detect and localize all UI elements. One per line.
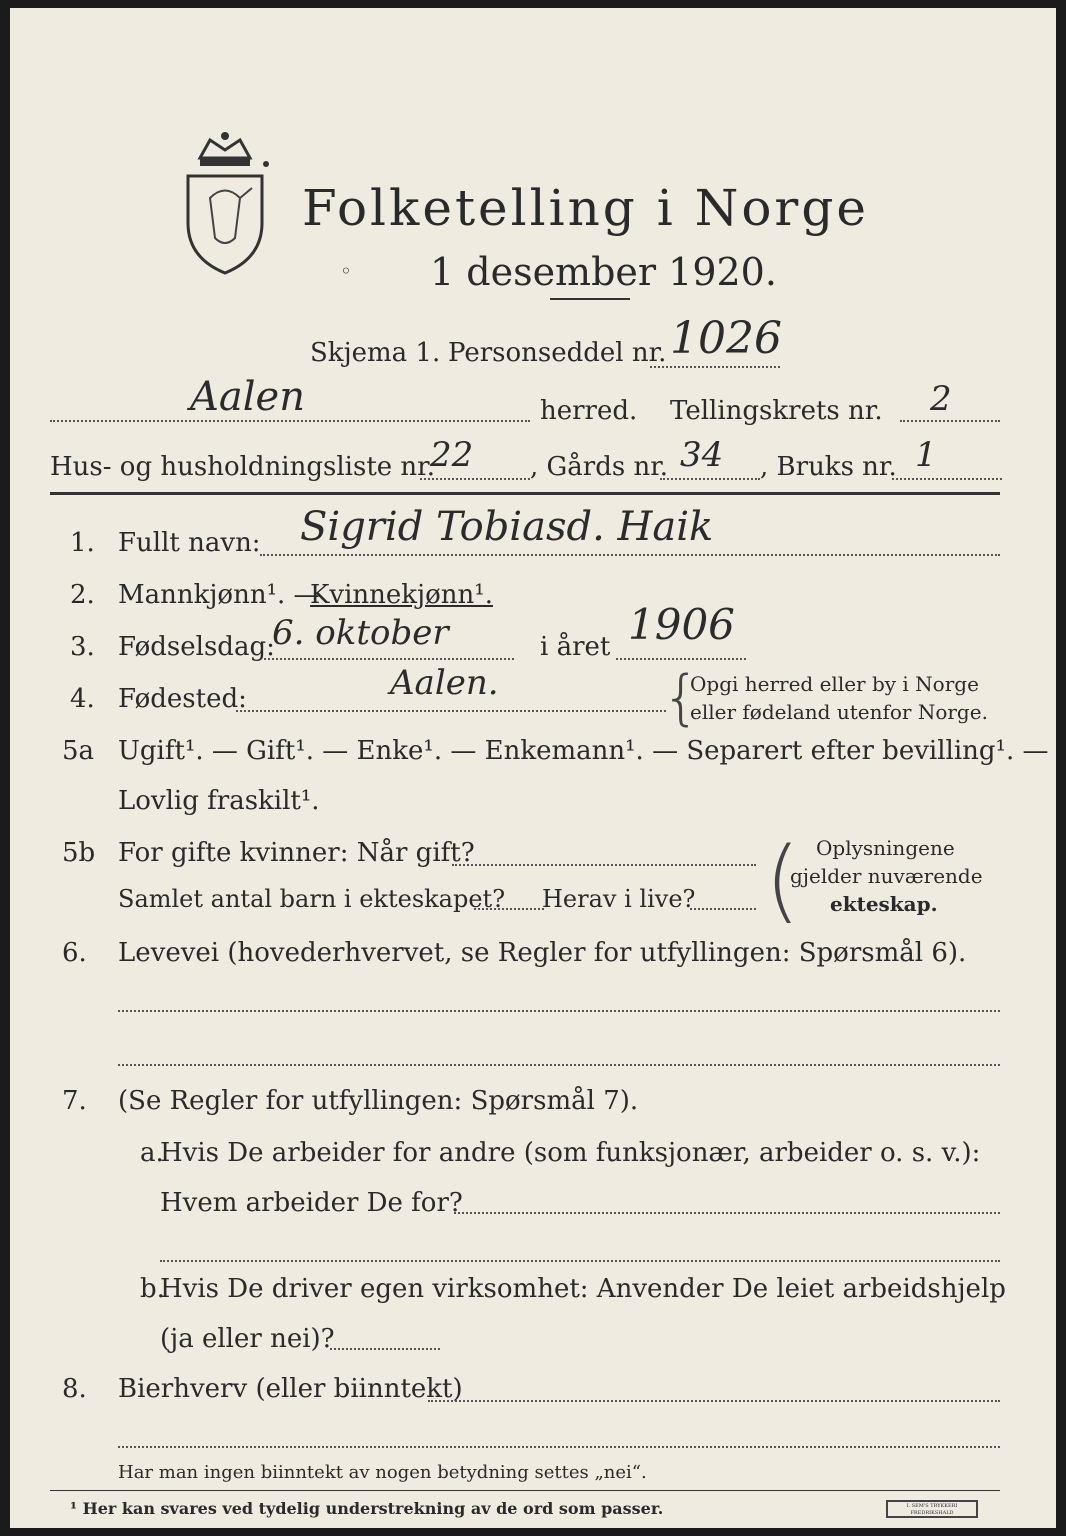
tellingskrets-line [900, 420, 1000, 422]
q5b-line-1: For gifte kvinner: Når gift? [118, 838, 475, 868]
q7b-line-1: Hvis De driver egen virksomhet: Anvender De leiet arbeidshjelp [160, 1274, 1006, 1304]
q7b-line-2: (ja eller nei)? [160, 1324, 335, 1354]
q5b-line-2b: Herav i live? [542, 885, 696, 913]
q5b-number: 5b [62, 838, 96, 868]
q3-value: 6. oktober [272, 613, 449, 653]
q7a-line-b [160, 1260, 1000, 1262]
form-date: 1 desember 1920. [430, 250, 777, 294]
q7a-line-2: Hvem arbeider De for? [160, 1188, 463, 1218]
q5b-note-2: gjelder nuværende [790, 864, 983, 888]
q3-line [264, 658, 514, 660]
q5b-brace: ( [765, 828, 801, 933]
q6-number: 6. [62, 938, 87, 968]
q8-line-1 [428, 1400, 1000, 1402]
q4-note-2: eller fødeland utenfor Norge. [690, 700, 988, 724]
q5b-note-1: Oplysningene [816, 836, 955, 860]
q5a-line-1: Ugift¹. — Gift¹. — Enke¹. — Enkemann¹. — Separert efter bevilling¹. — [118, 736, 1049, 766]
q5b-live-line [690, 908, 756, 910]
bruks-line [892, 478, 1002, 480]
header-rule [50, 492, 1000, 495]
footer-rule [50, 1490, 1000, 1491]
q3-year-label: i året [540, 632, 611, 662]
q3-year-line [616, 658, 746, 660]
q3-number: 3. [70, 632, 95, 662]
q5b-line-2a: Samlet antal barn i ekteskapet? [118, 885, 506, 913]
hus-value: 22 [430, 435, 474, 475]
coat-of-arms-icon [170, 128, 280, 278]
q7b-line [330, 1348, 440, 1350]
q4-line [236, 710, 666, 712]
q7-label: (Se Regler for utfyllingen: Spørsmål 7). [118, 1086, 639, 1116]
q7-number: 7. [62, 1086, 87, 1116]
herred-label: herred. [540, 396, 638, 426]
bruks-value: 1 [915, 435, 937, 475]
small-circle-mark: ◦ [340, 259, 352, 283]
printer-text: I. SEM'S TRYKKERI FREDRIKSHALD [906, 1503, 958, 1516]
q8-label: Bierhverv (eller biinntekt) [118, 1374, 463, 1404]
form-title: Folketelling i Norge [302, 179, 869, 237]
title-rule [550, 298, 630, 300]
gards-line [660, 478, 760, 480]
hus-line [420, 478, 530, 480]
q5b-note-3: ekteskap. [830, 892, 938, 916]
q1-number: 1. [70, 528, 95, 558]
q8-number: 8. [62, 1374, 87, 1404]
q5b-gift-line [452, 864, 756, 866]
q7a-line-a [454, 1212, 1000, 1214]
q1-label: Fullt navn: [118, 528, 261, 558]
q7a-line-1: Hvis De arbeider for andre (som funksjonær, arbeider o. s. v.): [160, 1138, 981, 1168]
q6-label: Levevei (hovederhvervet, se Regler for utfyllingen: Spørsmål 6). [118, 938, 967, 968]
q8-line-2 [118, 1446, 1000, 1448]
q4-value: Aalen. [390, 663, 499, 703]
q2-label-male: Mannkjønn¹. — [118, 580, 320, 610]
q4-brace: { [662, 663, 701, 733]
footer-note: Har man ingen biinntekt av nogen betydning settes „nei“. [118, 1462, 647, 1483]
footnote: ¹ Her kan svares ved tydelig understrekning av de ord som passer. [70, 1499, 664, 1518]
q4-note-1: Opgi herred eller by i Norge [690, 672, 979, 696]
q6-line-1 [118, 1010, 1000, 1012]
census-form [10, 8, 1056, 1528]
q2-label-female: Kvinnekjønn¹. [310, 580, 493, 610]
bruks-label: , Bruks nr. [760, 452, 897, 482]
q7b-number: b. [140, 1274, 165, 1304]
q3-year-value: 1906 [628, 600, 735, 649]
q5a-number: 5a [62, 736, 95, 766]
q1-value: Sigrid Tobiasd. Haik [300, 504, 714, 550]
q5b-barn-line [474, 908, 544, 910]
gards-value: 34 [680, 435, 724, 475]
q1-line [260, 554, 1000, 556]
schema-label: Skjema 1. [310, 338, 441, 368]
personseddel-line [650, 366, 780, 368]
tellingskrets-label: Tellingskrets nr. [670, 396, 883, 426]
q7a-number: a. [140, 1138, 164, 1168]
printer-stamp [886, 1500, 978, 1518]
q4-number: 4. [70, 684, 95, 714]
herred-value: Aalen [190, 374, 305, 420]
hus-label: Hus- og husholdningsliste nr. [50, 452, 436, 482]
q2-number: 2. [70, 580, 95, 610]
personseddel-value: 1026 [670, 313, 782, 364]
q6-line-2 [118, 1064, 1000, 1066]
tellingskrets-value: 2 [930, 379, 952, 419]
q3-label: Fødselsdag: [118, 632, 275, 662]
herred-line [50, 420, 530, 422]
q5a-line-2: Lovlig fraskilt¹. [118, 786, 320, 816]
q4-label: Fødested: [118, 684, 247, 714]
personseddel-label: Personseddel nr. [448, 338, 667, 368]
gards-label: , Gårds nr. [530, 452, 669, 482]
